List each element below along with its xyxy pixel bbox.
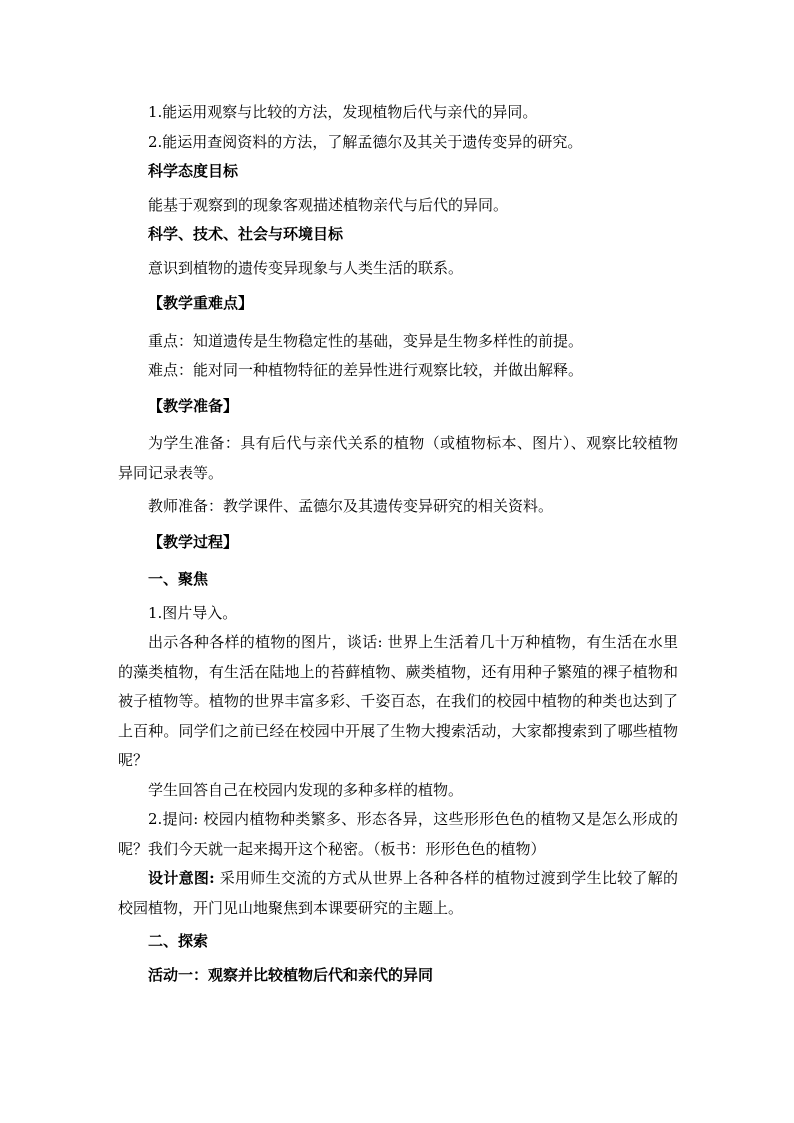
stse-text: 意识到植物的遗传变异现象与人类生活的联系。 xyxy=(148,258,464,277)
preparation-heading: 【教学准备】 xyxy=(148,396,239,415)
prep-teacher: 教师准备：教学课件、孟德尔及其遗传变异研究的相关资料。 xyxy=(148,497,554,515)
intro-paragraph: 出示各种各样的植物的图片，谈话: 世界上生活着几十万种植物，有生活在水里的藻类植物，有生活在陆地上的苔藓植物、蕨类植物，还有用种子繁殖的裸子植物和被子植物等。植物的世界丰富多彩、千姿百态，在我们的校园中植物的种类也达到了上百种。同学们之前已经在校园中开展了生物大搜索活动，大家都搜索到了哪些植物呢？ xyxy=(118,633,678,769)
attitude-heading: 科学态度目标 xyxy=(148,162,239,180)
key-difficulty-heading: 【教学重难点】 xyxy=(148,294,254,312)
process-heading: 【教学过程】 xyxy=(148,532,239,551)
design-intent-label: 设计意图: xyxy=(148,869,215,887)
design-intent-text: 采用师生交流的方式从世界上各种各样的植物过渡到学生比较了解的校园植物，开门见山地聚焦到本课要研究的主题上。 xyxy=(118,869,678,917)
goal-2: 2.能运用查阅资料的方法，了解孟德尔及其关于遗传变异的研究。 xyxy=(148,132,583,151)
section-focus: 一、聚焦 xyxy=(148,570,209,588)
step-1: 1.图片导入。 xyxy=(148,603,238,622)
step-2: 2.提问: 校园内植物种类繁多、形态各异，这些形形色色的植物又是怎么形成的呢？我们今天就一起来揭开这个秘密。（板书：形形色色的植物） xyxy=(118,810,678,858)
attitude-text: 能基于观察到的现象客观描述植物亲代与后代的异同。 xyxy=(148,195,509,214)
goal-1: 1.能运用观察与比较的方法，发现植物后代与亲代的异同。 xyxy=(148,103,538,121)
stse-heading: 科学、技术、社会与环境目标 xyxy=(148,225,344,243)
student-answer: 学生回答自己在校园内发现的多种多样的植物。 xyxy=(148,780,464,799)
key-point: 重点：知道遗传是生物稳定性的基础，变异是生物多样性的前提。 xyxy=(148,331,584,350)
prep-student: 为学生准备：具有后代与亲代关系的植物（或植物标本、图片）、观察比较植物异同记录表等。 xyxy=(118,434,678,482)
activity-1: 活动一：观察并比较植物后代和亲代的异同 xyxy=(148,965,434,984)
difficult-point: 难点：能对同一种植物特征的差异性进行观察比较，并做出解释。 xyxy=(148,361,584,379)
design-intent xyxy=(118,864,678,923)
document-body xyxy=(118,98,678,994)
section-explore: 二、探索 xyxy=(148,932,209,950)
